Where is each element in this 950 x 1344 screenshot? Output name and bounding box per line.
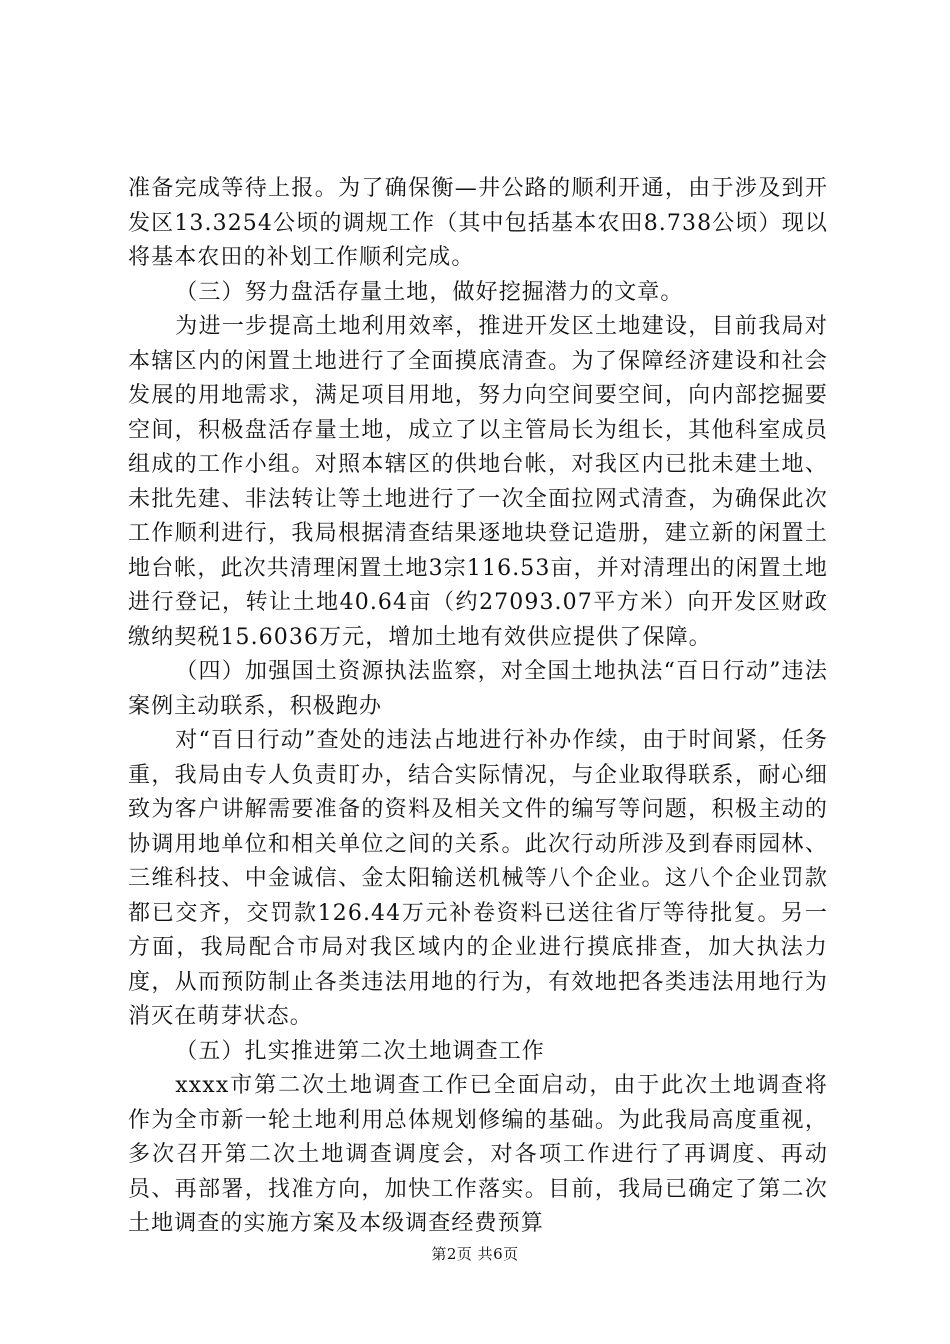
paragraph-idle-land: 为进一步提高土地利用效率，推进开发区土地建设，目前我局对本辖区内的闲置土地进行了全面摸底清查。为了保障经济建设和社会发展的用地需求，满足项目用地，努力向空间要空间，向内部挖掘要空间，积极盘活存量土地，成立了以主管局长为组长，其他科室成员组成的工作小组。对照本辖区的供地台帐，对我区内已批未建土地、未批先建、非法转让等土地进行了一次全面拉网式清查，为确保此次工作顺利进行，我局根据清查结果逐地块登记造册，建立新的闲置土地台帐，此次共清理闲置土地3宗116.53亩，并对清理出的闲置土地进行登记，转让土地40.64亩（约27093.07平方米）向开发区财政缴纳契税15.6036万元，增加土地有效供应提供了保障。 [128,314,828,650]
section-heading-4: （四）加强国土资源执法监察，对全国土地执法“百日行动”违法案例主动联系，积极跑办 [128,659,828,719]
paragraph-land-survey: xxxx市第二次土地调查工作已全面启动，由于此次土地调查将作为全市新一轮土地利用总体规划修编的基础。为此我局高度重视，多次召开第二次土地调查调度会，对各项工作进行了再调度、再动员、再部署，找准方向，加快工作落实。目前，我局已确定了第二次土地调查的实施方案及本级调查经费预算 [128,1073,828,1236]
document-body [128,172,828,1242]
paragraph-hundred-day-action: 对“百日行动”查处的违法占地进行补办作续，由于时间紧，任务重，我局由专人负责盯办，结合实际情况，与企业取得联系，耐心细致为客户讲解需要准备的资料及相关文件的编写等问题，积极主动的协调用地单位和相关单位之间的关系。此次行动所涉及到春雨园林、三维科技、中金诚信、金太阳输送机械等八个企业。这八个企业罚款都已交齐，交罚款126.44万元补卷资料已送往省厅等待批复。另一方面，我局配合市局对我区域内的企业进行摸底排查，加大执法力度，从而预防制止各类违法用地的行为，有效地把各类违法用地行为消灭在萌芽状态。 [128,728,828,1029]
section-heading-3: （三）努力盘活存量土地，做好挖掘潜力的文章。 [175,279,684,305]
paragraph-continued: 准备完成等待上报。为了确保衡—井公路的顺利开通，由于涉及到开发区13.3254公顷的调规工作（其中包括基本农田8.738公顷）现以将基本农田的补划工作顺利完成。 [128,176,828,270]
section-heading-5: （五）扎实推进第二次土地调查工作 [175,1038,545,1064]
page-footer: 第2页 共6页 [431,1245,519,1263]
